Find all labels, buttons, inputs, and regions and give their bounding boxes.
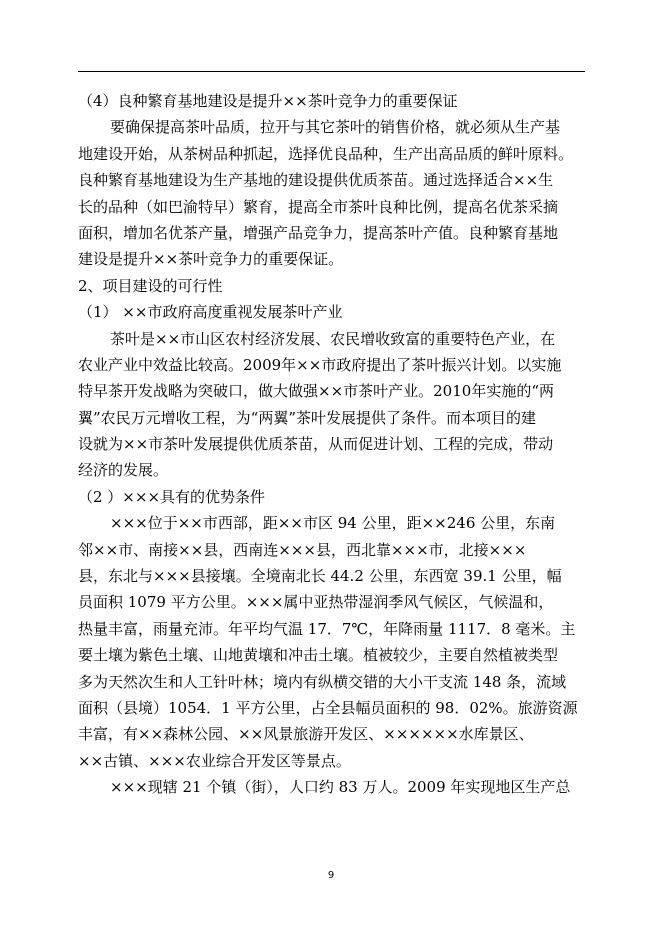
text-line: 热量丰富，雨量充沛。年平均气温 17．7℃，年降雨量 1117．8 毫米。主 — [78, 619, 576, 638]
text-line: ×××现辖 21 个镇（街），人口约 83 万人。2009 年实现地区生产总 — [110, 778, 571, 797]
text-line: （2 ）×××具有的优势条件 — [78, 487, 266, 506]
text-line: （4）良种繁育基地建设是提升××茶叶竞争力的重要保证 — [78, 92, 458, 110]
text-line: 要土壤为紫色土壤、山地黄壤和冲击土壤。植被较少，主要自然植被类型 — [78, 646, 559, 665]
text-line: 建设是提升××茶叶竞争力的重要保证。 — [78, 250, 344, 269]
text-line: 面积（县境）1054．1 平方公里，占全县幅员面积的 98．02%。旅游资源 — [78, 698, 578, 717]
header-rule — [78, 71, 585, 72]
page-number: 9 — [327, 870, 335, 881]
text-line: 多为天然次生和人工针叶林；境内有纵横交错的大小干支流 148 条，流域 — [78, 672, 567, 691]
text-line: 经济的发展。 — [78, 461, 169, 480]
document-body — [78, 88, 585, 801]
text-line: 特早茶开发战略为突破口，做大做强××市茶叶产业。2010年实施的“两 — [78, 382, 554, 401]
text-line: 2、项目建设的可行性 — [78, 276, 223, 295]
text-line: 良种繁育基地建设为生产基地的建设提供优质茶苗。通过选择适合××生 — [78, 171, 554, 190]
text-line: 设就为××市茶叶发展提供优质茶苗，从而促进计划、工程的完成，带动 — [78, 435, 554, 454]
text-line: 要确保提高茶叶品质，拉开与其它茶叶的销售价格，就必须从生产基 — [110, 118, 561, 137]
text-line: 员面积 1079 平方公里。×××属中亚热带湿润季风气候区，气候温和， — [78, 593, 554, 612]
text-line: 邻××市、南接××县，西南连×××县，西北靠×××市，北接××× — [78, 540, 527, 559]
text-line: ×××位于××市西部，距××市区 94 公里，距××246 公里，东南 — [110, 514, 556, 533]
text-line: ××古镇、×××农业综合开发区等景点。 — [78, 751, 351, 770]
text-line: 面积，增加名优茶产量，增强产品竞争力，提高茶叶产值。良种繁育基地 — [78, 223, 559, 242]
text-line: 茶叶是××市山区农村经济发展、农民增收致富的重要特色产业，在 — [110, 329, 556, 348]
text-line: 县，东北与×××县接壤。全境南北长 44.2 公里，东西宽 39.1 公里，幅 — [78, 567, 562, 586]
text-line: （1） ××市政府高度重视发展茶叶产业 — [78, 303, 343, 322]
text-line: 长的品种（如巴渝特早）繁育，提高全市茶叶良种比例，提高名优茶采摘 — [78, 197, 559, 216]
text-line: 农业产业中效益比较高。2009年××市政府提出了茶叶振兴计划。以实施 — [78, 355, 562, 374]
text-line: 地建设开始，从茶树品种抓起，选择优良品种，生产出高品质的鲜叶原料。 — [78, 144, 574, 163]
text-line: 翼”农民万元增收工程，为“两翼”茶叶发展提供了条件。而本项目的建 — [78, 408, 537, 427]
text-line: 丰富，有××森林公园、××风景旅游开发区、××××××水库景区、 — [78, 725, 534, 744]
